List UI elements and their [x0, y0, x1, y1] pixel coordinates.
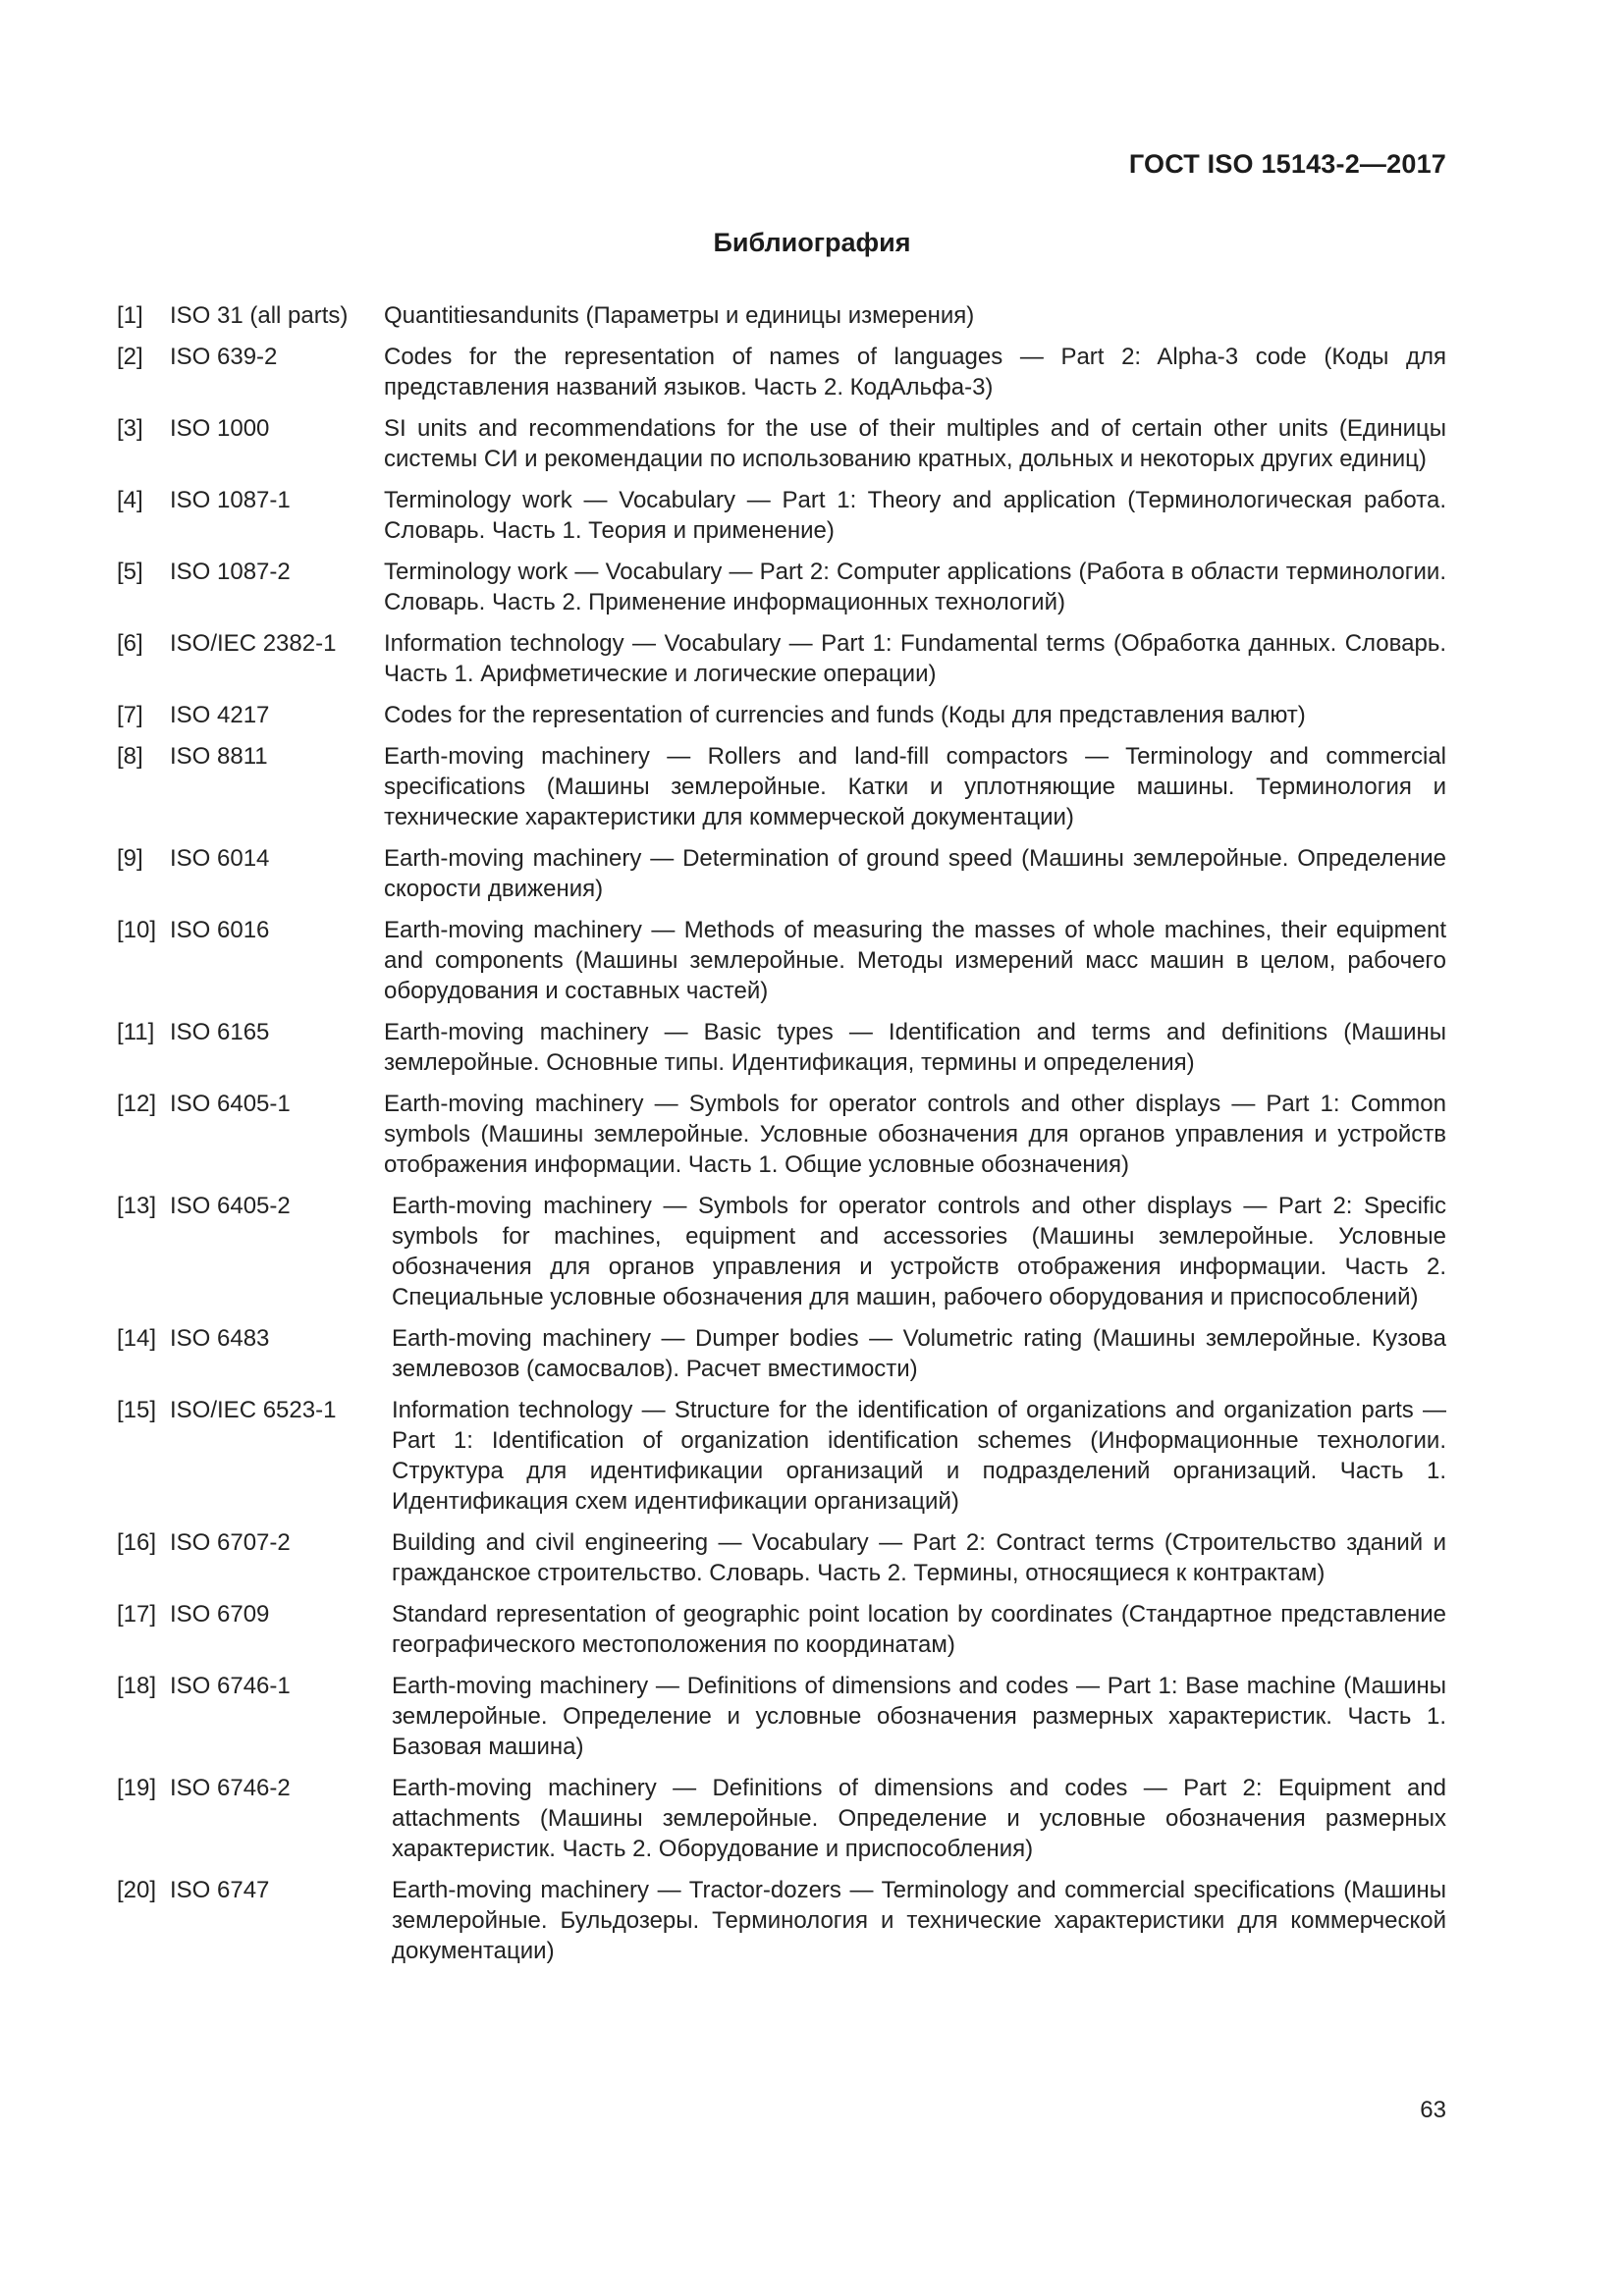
entry-title: Information technology — Vocabulary — Part 1: Fundamental terms (Обработка данных. Словарь. Часть 1. Арифметические и логические операции): [384, 630, 1446, 687]
bibliography-entry: [117, 1599, 1446, 1660]
entry-code: ISO 6746-1: [170, 1673, 291, 1699]
bibliography-entry: [117, 1671, 1446, 1762]
entry-title: Earth-moving machinery — Tractor-dozers — Terminology and commercial specifications (Машины землеройные. Бульдозеры. Терминология и технические характеристики для коммерческой документации): [392, 1877, 1446, 1964]
bibliography-entry: [117, 700, 1446, 730]
document-header: ГОСТ ISO 15143-2—2017: [1128, 149, 1446, 179]
bibliography-entry: [117, 300, 1446, 331]
entry-number: [20]: [117, 1877, 157, 1903]
entry-number: [4]: [117, 487, 143, 513]
entry-code: ISO 4217: [170, 702, 270, 728]
entry-title: Earth-moving machinery — Basic types — Identification and terms and definitions (Машины землеройные. Основные типы. Идентификация, термины и определения): [384, 1019, 1446, 1076]
entry-code: ISO 6405-1: [170, 1091, 291, 1117]
page-number: 63: [1420, 2097, 1446, 2123]
entry-code: ISO 6405-2: [170, 1193, 291, 1219]
entry-number: [5]: [117, 559, 143, 585]
entry-title: Earth-moving machinery — Rollers and land-fill compactors — Terminology and commercial specifications (Машины землеройные. Катки и уплотняющие машины. Терминология и технические характеристики для коммерческой документации): [384, 743, 1446, 830]
entry-code: ISO 8811: [170, 743, 268, 770]
entry-code: ISO 6016: [170, 917, 270, 943]
entry-number: [11]: [117, 1019, 155, 1045]
entry-code: ISO 6014: [170, 845, 270, 872]
entry-number: [13]: [117, 1193, 157, 1219]
entry-number: [18]: [117, 1673, 157, 1699]
entry-number: [14]: [117, 1325, 157, 1352]
entry-code: ISO 1087-1: [170, 487, 291, 513]
bibliography-entry: [117, 1323, 1446, 1384]
entry-title: Earth-moving machinery — Symbols for operator controls and other displays — Part 2: Specific symbols for machines, equipment and accessories (Машины землеройные. Условные обозначения для органов управления и устройств отображения информации. Часть 2. Специальные условные обозначения для машин, рабочего оборудования и приспособлений): [392, 1193, 1446, 1310]
entry-number: [1]: [117, 302, 143, 329]
entry-title: Building and civil engineering — Vocabulary — Part 2: Contract terms (Строительство зданий и гражданское строительство. Словарь. Часть 2. Термины, относящиеся к контрактам): [392, 1529, 1446, 1586]
entry-code: ISO 6746-2: [170, 1775, 291, 1801]
entry-code: ISO 6483: [170, 1325, 270, 1352]
entry-code: ISO/IEC 2382-1: [170, 630, 337, 657]
entry-title: Earth-moving machinery — Definitions of dimensions and codes — Part 1: Base machine (Машины землеройные. Определение и условные обозначения размерных характеристик. Часть 1. Базовая машина): [392, 1673, 1446, 1760]
entry-number: [15]: [117, 1397, 157, 1423]
bibliography-entry: [117, 1395, 1446, 1517]
entry-code: ISO/IEC 6523-1: [170, 1397, 337, 1423]
entry-code: ISO 6165: [170, 1019, 270, 1045]
entry-title: Quantitiesandunits (Параметры и единицы измерения): [384, 302, 975, 329]
entry-code: ISO 1000: [170, 415, 270, 442]
bibliography-entry: [117, 1773, 1446, 1864]
entry-number: [6]: [117, 630, 143, 657]
bibliography-list: [117, 300, 1446, 1977]
bibliography-entry: [117, 1017, 1446, 1078]
bibliography-entry: [117, 741, 1446, 832]
entry-code: ISO 639-2: [170, 344, 278, 370]
bibliography-entry: [117, 1191, 1446, 1312]
entry-title: Earth-moving machinery — Definitions of dimensions and codes — Part 2: Equipment and attachments (Машины землеройные. Определение и условные обозначения размерных характеристик. Часть 2. Оборудование и приспособления): [392, 1775, 1446, 1862]
entry-title: Standard representation of geographic point location by coordinates (Стандартное представление географического местоположения по координатам): [392, 1601, 1446, 1658]
entry-number: [7]: [117, 702, 143, 728]
entry-number: [17]: [117, 1601, 157, 1628]
bibliography-entry: [117, 485, 1446, 546]
entry-title: SI units and recommendations for the use of their multiples and of certain other units (Единицы системы СИ и рекомендации по использованию кратных, дольных и некоторых других единиц): [384, 415, 1446, 472]
bibliography-entry: [117, 843, 1446, 904]
entry-number: [2]: [117, 344, 143, 370]
bibliography-entry: [117, 557, 1446, 617]
entry-number: [8]: [117, 743, 143, 770]
entry-number: [16]: [117, 1529, 157, 1556]
bibliography-entry: [117, 628, 1446, 689]
entry-number: [12]: [117, 1091, 157, 1117]
entry-number: [19]: [117, 1775, 157, 1801]
entry-number: [10]: [117, 917, 157, 943]
entry-title: Terminology work — Vocabulary — Part 2: Computer applications (Работа в области терминологии. Словарь. Часть 2. Применение информационных технологий): [384, 559, 1446, 615]
entry-number: [9]: [117, 845, 143, 872]
bibliography-entry: [117, 1875, 1446, 1966]
bibliography-entry: [117, 342, 1446, 402]
entry-title: Earth-moving machinery — Dumper bodies — Volumetric rating (Машины землеройные. Кузова землевозов (самосвалов). Расчет вместимости): [392, 1325, 1446, 1382]
bibliography-entry: [117, 1089, 1446, 1180]
entry-title: Earth-moving machinery — Symbols for operator controls and other displays — Part 1: Common symbols (Машины землеройные. Условные обозначения для органов управления и устройств отображения информации. Часть 1. Общие условные обозначения): [384, 1091, 1446, 1178]
entry-title: Earth-moving machinery — Determination of ground speed (Машины землеройные. Определение скорости движения): [384, 845, 1446, 902]
entry-title: Earth-moving machinery — Methods of measuring the masses of whole machines, their equipment and components (Машины землеройные. Методы измерений масс машин в целом, рабочего оборудования и составных частей): [384, 917, 1446, 1004]
bibliography-entry: [117, 915, 1446, 1006]
entry-code: ISO 6747: [170, 1877, 270, 1903]
entry-code: ISO 31 (all parts): [170, 302, 349, 329]
entry-number: [3]: [117, 415, 143, 442]
entry-title: Terminology work — Vocabulary — Part 1: Theory and application (Терминологическая работа. Словарь. Часть 1. Теория и применение): [384, 487, 1446, 544]
entry-code: ISO 1087-2: [170, 559, 291, 585]
entry-code: ISO 6709: [170, 1601, 270, 1628]
entry-code: ISO 6707-2: [170, 1529, 291, 1556]
bibliography-entry: [117, 413, 1446, 474]
entry-title: Codes for the representation of currencies and funds (Коды для представления валют): [384, 702, 1306, 728]
bibliography-entry: [117, 1527, 1446, 1588]
section-title: Библиография: [713, 228, 911, 257]
entry-title: Codes for the representation of names of languages — Part 2: Alpha-3 code (Коды для представления названий языков. Часть 2. КодАльфа-3): [384, 344, 1446, 400]
entry-title: Information technology — Structure for the identification of organizations and organization parts — Part 1: Identification of organization identification schemes (Информационные технологии. Структура для идентификации организаций и подразделений организаций. Часть 1. Идентификация схем идентификации организаций): [392, 1397, 1446, 1515]
